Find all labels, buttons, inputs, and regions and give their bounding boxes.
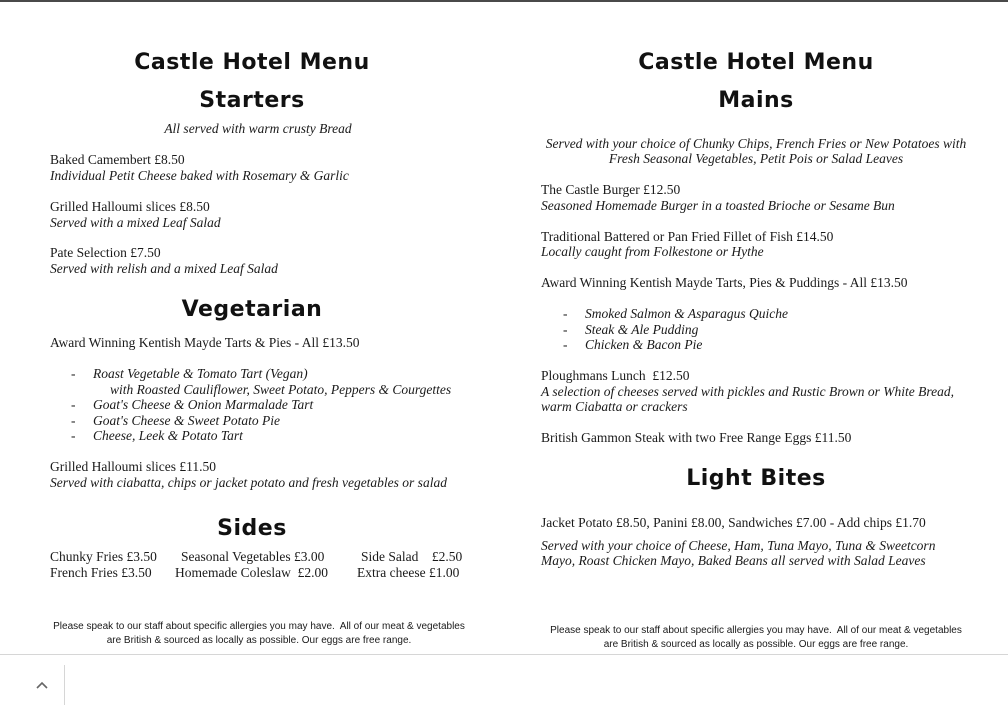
starter-item-desc: Served with a mixed Leaf Salad bbox=[50, 215, 221, 230]
mains-item-desc: A selection of cheeses served with pickles and Rustic Brown or White Bread, bbox=[541, 384, 955, 399]
list-item: - Smoked Salmon & Asparagus Quiche bbox=[563, 306, 788, 321]
starter-item-name: Baked Camembert £8.50 bbox=[50, 152, 185, 167]
list-item-continuation: with Roasted Cauliflower, Sweet Potato, Peppers & Courgettes bbox=[110, 381, 452, 397]
mains-item-name: The Castle Burger £12.50 bbox=[541, 182, 681, 197]
sides-cell: Chunky Fries £3.50 bbox=[50, 549, 157, 564]
sides-cell: French Fries £3.50 bbox=[50, 565, 152, 580]
section-heading-sides: Sides bbox=[217, 516, 287, 541]
tarts-intro: Award Winning Kentish Mayde Tarts, Pies & Puddings - All £13.50 bbox=[541, 275, 908, 290]
section-heading-vegetarian: Vegetarian bbox=[181, 297, 323, 322]
mains-item-desc: Locally caught from Folkestone or Hythe bbox=[541, 244, 764, 259]
sides-cell: Seasonal Vegetables £3.00 bbox=[181, 549, 325, 564]
allergy-note-line: Please speak to our staff about specific allergies you may have. All of our meat & vegetables bbox=[550, 625, 962, 636]
mains-item-desc: Seasoned Homemade Burger in a toasted Brioche or Sesame Bun bbox=[541, 198, 895, 213]
allergy-note-line: Please speak to our staff about specific allergies you may have. All of our meat & vegetables bbox=[53, 621, 465, 632]
light-bites-desc: Mayo, Roast Chicken Mayo, Baked Beans all served with Salad Leaves bbox=[541, 553, 926, 568]
section-heading-light-bites: Light Bites bbox=[686, 466, 826, 491]
starter-item-desc: Individual Petit Cheese baked with Rosemary & Garlic bbox=[50, 168, 349, 183]
light-bites-desc: Served with your choice of Cheese, Ham, Tuna Mayo, Tuna & Sweetcorn bbox=[541, 538, 936, 553]
sides-cell: Side Salad £2.50 bbox=[361, 549, 463, 564]
vegetarian-item-name: Grilled Halloumi slices £11.50 bbox=[50, 459, 216, 474]
section-heading-starters: Starters bbox=[199, 88, 305, 113]
viewer-bottom-bar bbox=[0, 654, 1008, 713]
tarts-list bbox=[563, 306, 788, 353]
list-item: - Steak & Ale Pudding bbox=[563, 321, 699, 337]
mains-item-name: Ploughmans Lunch £12.50 bbox=[541, 368, 690, 383]
chevron-up-icon bbox=[36, 676, 48, 694]
page-title: Castle Hotel Menu bbox=[638, 50, 874, 75]
vegetarian-list bbox=[71, 366, 452, 444]
list-item: - Roast Vegetable & Tomato Tart (Vegan) bbox=[71, 366, 308, 381]
sides-cell: Extra cheese £1.00 bbox=[357, 565, 460, 580]
list-item: - Goat's Cheese & Onion Marmalade Tart bbox=[71, 397, 314, 413]
mains-item-name: British Gammon Steak with two Free Range Eggs £11.50 bbox=[541, 430, 852, 445]
vegetarian-intro: Award Winning Kentish Mayde Tarts & Pies - All £13.50 bbox=[50, 335, 360, 350]
mains-item-name: Traditional Battered or Pan Fried Fillet of Fish £14.50 bbox=[541, 229, 834, 244]
list-item: - Goat's Cheese & Sweet Potato Pie bbox=[71, 412, 280, 428]
section-heading-mains: Mains bbox=[718, 88, 794, 113]
starter-item-name: Pate Selection £7.50 bbox=[50, 245, 161, 260]
allergy-note-line: are British & sourced as locally as possible. Our eggs are free range. bbox=[106, 635, 412, 646]
mains-subtitle-line: Served with your choice of Chunky Chips, French Fries or New Potatoes with bbox=[545, 136, 967, 151]
collapse-button[interactable] bbox=[20, 665, 65, 705]
vegetarian-item-desc: Served with ciabatta, chips or jacket potato and fresh vegetables or salad bbox=[50, 475, 447, 490]
allergy-note bbox=[504, 624, 1008, 652]
menu-page-right bbox=[504, 2, 1008, 654]
mains-item-desc: warm Ciabatta or crackers bbox=[541, 399, 688, 414]
starter-item-desc: Served with relish and a mixed Leaf Salad bbox=[50, 261, 278, 276]
page-title: Castle Hotel Menu bbox=[134, 50, 370, 75]
list-item: - Chicken & Bacon Pie bbox=[563, 337, 703, 353]
starter-item-name: Grilled Halloumi slices £8.50 bbox=[50, 199, 210, 214]
sides-cell: Homemade Coleslaw £2.00 bbox=[175, 565, 328, 580]
allergy-note-line: are British & sourced as locally as possible. Our eggs are free range. bbox=[603, 639, 909, 650]
mains-subtitle-line: Fresh Seasonal Vegetables, Petit Pois or Salad Leaves bbox=[608, 151, 904, 166]
starters-subtitle: All served with warm crusty Bread bbox=[164, 121, 352, 136]
allergy-note bbox=[0, 620, 518, 648]
list-item: - Cheese, Leek & Potato Tart bbox=[71, 428, 243, 444]
light-bites-line: Jacket Potato £8.50, Panini £8.00, Sandwiches £7.00 - Add chips £1.70 bbox=[541, 515, 926, 530]
menu-page-left bbox=[0, 2, 504, 654]
